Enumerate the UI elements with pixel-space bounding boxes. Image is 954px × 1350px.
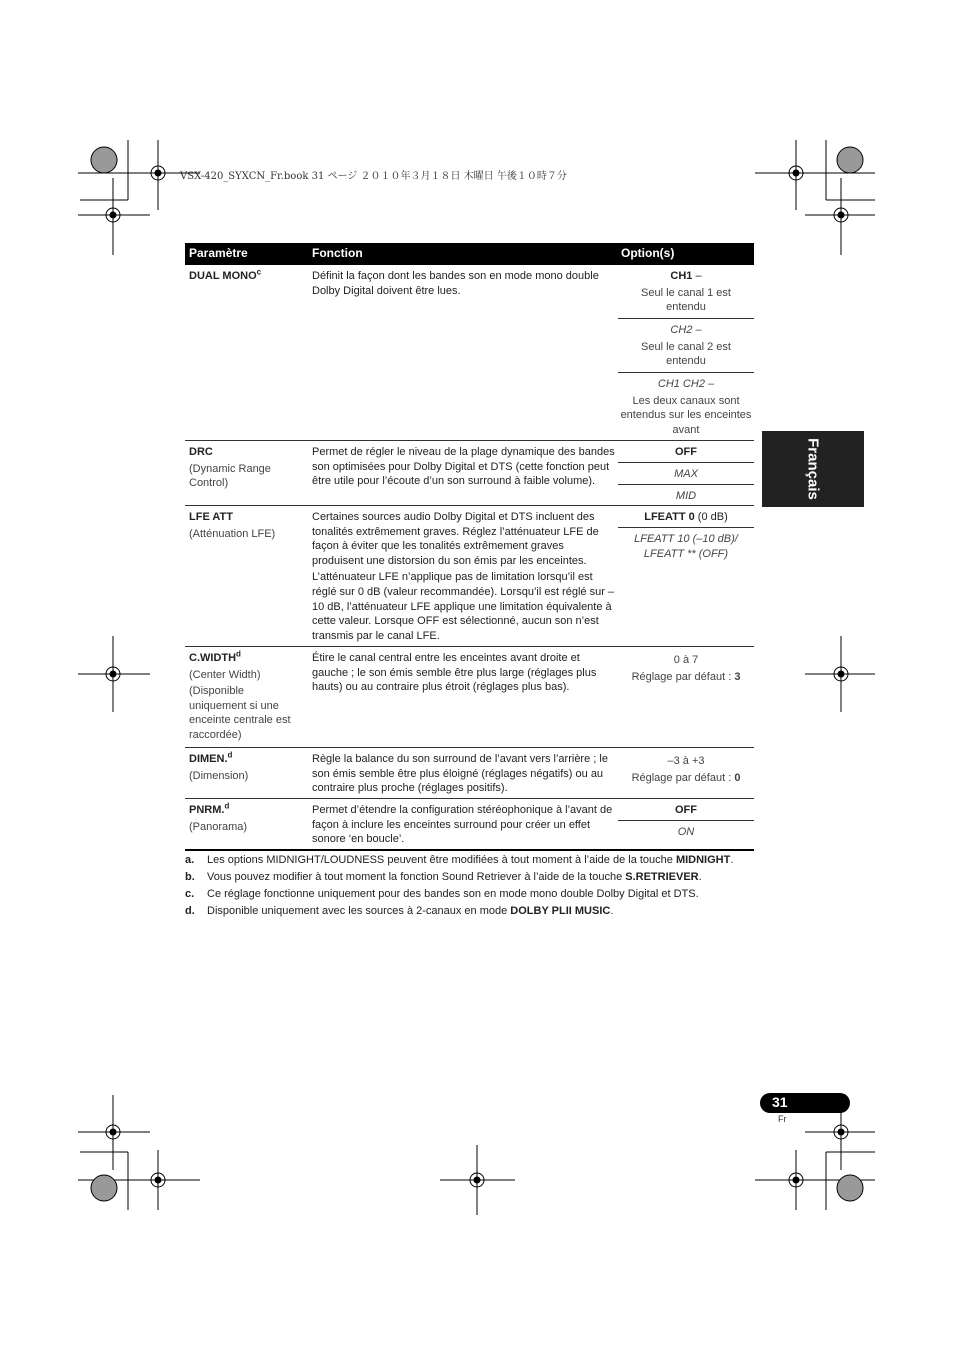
param-name: C.WIDTH (189, 652, 237, 664)
function-text-2: L’atténuateur LFE n’applique pas de limitation lorsqu’il est réglé sur 0 dB (valeur recommandée). Lorsqu’il est réglé sur –10 dB, l’atténuateur LFE applique une limitation équivalente à cette valeur. Lorsque OFF est sélectionné, aucun son n’est transmis par le canal LFE. (312, 571, 615, 642)
footnote-ref: d (224, 801, 230, 811)
table-row (185, 647, 754, 748)
option-item: –3 à +3 Réglage par défaut : 0 (631, 755, 741, 784)
option-item: OFF (618, 441, 754, 463)
footnote: c. Ce réglage fonctionne uniquement pour des bandes son en mode mono double Dolby Digital et DTS. (185, 888, 699, 900)
table-header (185, 243, 754, 265)
function-text: Étire le canal central entre les enceintes avant droite et gauche ; le son émis semble être plus large (réglages plus hauts) ou au contraire plus étroit (réglages plus bas). (312, 652, 597, 694)
footnote: a. Les options MIDNIGHT/LOUDNESS peuvent être modifiées à tout moment à l’aide de la touche MIDNIGHT. (185, 854, 734, 866)
table-row (185, 265, 754, 441)
option-item: LFEATT 0 (0 dB) (618, 506, 754, 528)
settings-table (185, 243, 754, 851)
options-cell (618, 799, 754, 845)
option-item: MAX (618, 463, 754, 485)
option-item: LFEATT 10 (–10 dB)/ LFEATT ** (OFF) (634, 533, 738, 560)
param-name: DIMEN. (189, 753, 228, 765)
page-language: Fr (778, 1114, 787, 1124)
param-subtitle: (Dynamic Range Control) (189, 462, 271, 490)
function-text: Règle la balance du son surround de l’avant vers l’arrière ; le son émis semble être plus éloigné (réglages négatifs) ou au contraire plus proche (réglages positifs). (312, 753, 608, 795)
option-item: ON (677, 826, 695, 838)
param-subtitle: (Center Width) (189, 668, 261, 681)
param-name: DRC (189, 446, 213, 458)
param-subtitle: (Atténuation LFE) (189, 527, 276, 540)
page-number-badge (760, 1093, 850, 1113)
options-cell (618, 506, 754, 566)
col-header-function: Fonction (312, 246, 363, 260)
table-row (185, 441, 754, 506)
option-item: 0 à 7 Réglage par défaut : 3 (631, 654, 741, 683)
language-tab-label: Français (804, 438, 822, 500)
footnote: b. Vous pouvez modifier à tout moment la fonction Sound Retriever à l’aide de la touche S.RETRIEVER. (185, 871, 702, 883)
col-header-options: Option(s) (621, 246, 675, 260)
options-cell (618, 441, 754, 509)
param-subtitle: (Panorama) (189, 820, 248, 833)
options-cell (618, 265, 754, 442)
options-cell (618, 647, 754, 689)
param-name: DUAL MONO (189, 270, 257, 282)
param-name: PNRM. (189, 804, 225, 816)
param-subtitle: (Dimension) (189, 769, 249, 782)
table-row (185, 799, 754, 851)
function-text: Certaines sources audio Dolby Digital et DTS incluent des tonalités extrêmement graves. Réglez l’atténuateur LFE de façon à éviter que les tonalités extrêmement graves produisent une distorsion du son émis par les enceintes. (312, 511, 599, 567)
footnotes (185, 853, 754, 921)
option-item: CH1 CH2 – Les deux canaux sont entendus sur les enceintes avant (620, 378, 752, 436)
option-item: MID (675, 490, 697, 502)
function-text: Permet de régler le niveau de la plage dynamique des bandes son optimisées pour Dolby Digital et DTS (cette fonction peut être utile pour l’écoute d’un son surround à faible volume). (312, 446, 615, 488)
file-header: VSX-420_SYXCN_Fr.book 31 ページ ２０１０年３月１８日 木曜日 午後１０時７分 (180, 171, 567, 182)
option-item: CH1 – Seul le canal 1 est entendu (618, 265, 754, 319)
footnote-ref: d (236, 649, 241, 659)
table-row (185, 506, 754, 647)
footnote-ref: d (227, 750, 233, 760)
options-cell (618, 748, 754, 790)
col-header-param: Paramètre (189, 246, 248, 260)
option-item: OFF (618, 799, 754, 821)
function-text: Définit la façon dont les bandes son en mode mono double Dolby Digital doivent être lues. (312, 270, 599, 297)
param-name: LFE ATT (189, 511, 233, 523)
option-item: CH2 – Seul le canal 2 est entendu (618, 319, 754, 373)
footnote-ref: c (256, 267, 262, 277)
language-tab (762, 431, 864, 507)
footnote: d. Disponible uniquement avec les sources à 2-canaux en mode DOLBY PLII MUSIC. (185, 905, 614, 917)
param-subtitle-2: (Disponible uniquement si une enceinte centrale est raccordée) (189, 685, 291, 741)
table-row (185, 748, 754, 799)
page-number: 31 (772, 1094, 788, 1110)
function-text: Permet d’étendre la configuration stéréophonique à l’avant de façon à inclure les enceintes surround pour créer un effet sonore ‘en boucle’. (312, 804, 613, 846)
